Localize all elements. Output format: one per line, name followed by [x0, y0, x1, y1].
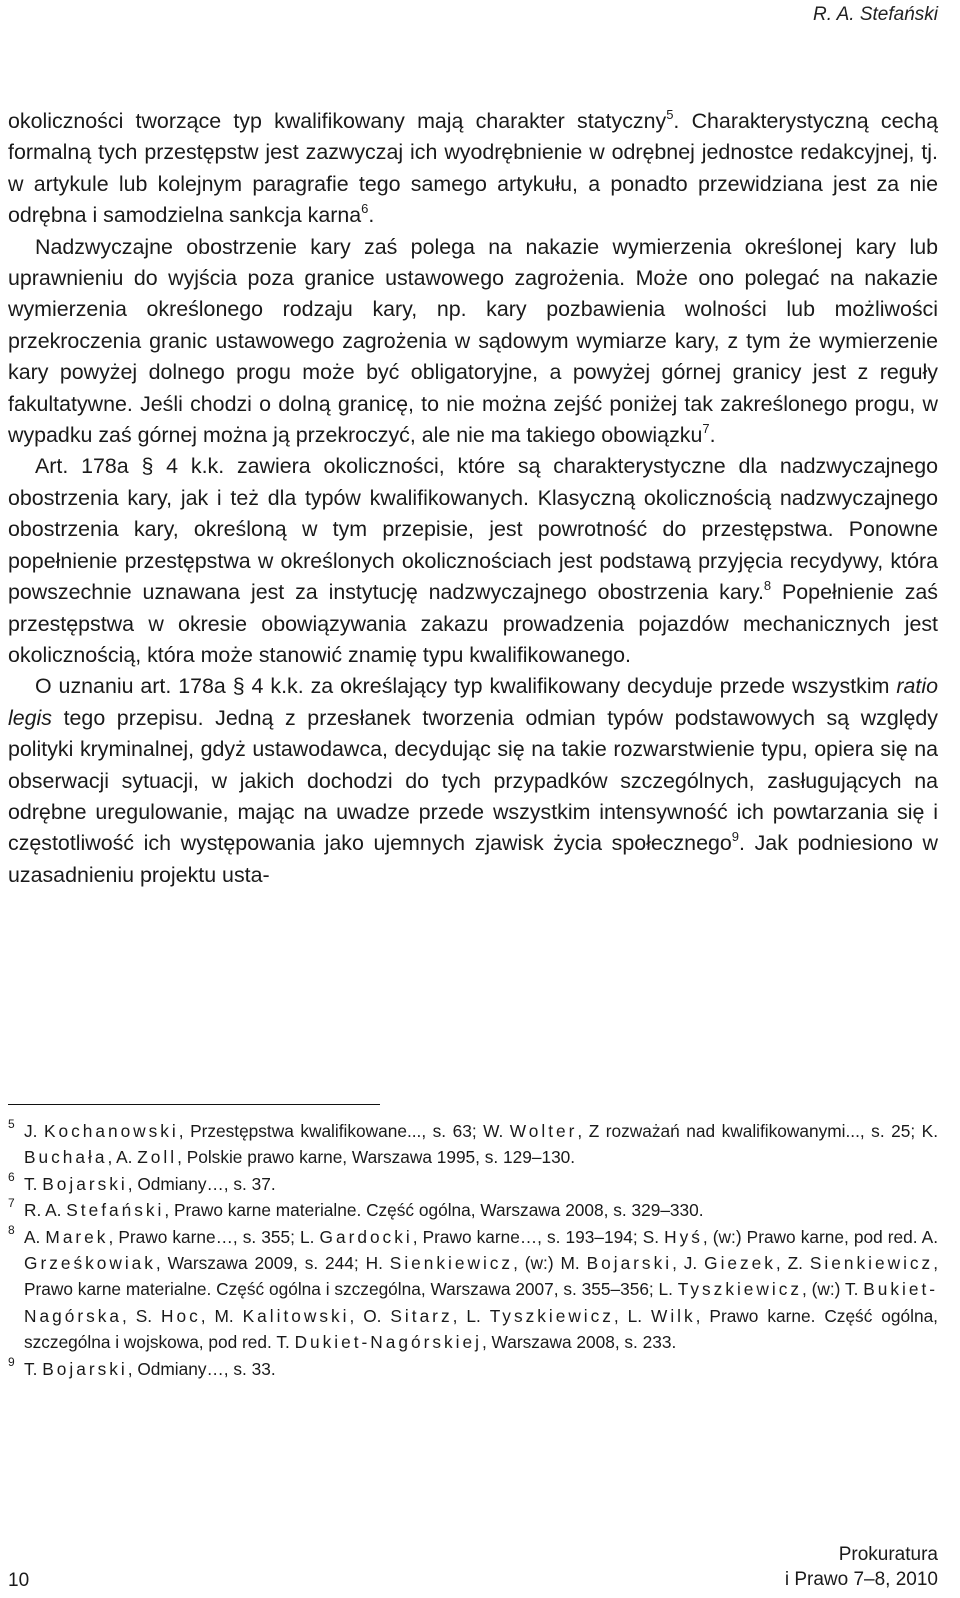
footnote-text: , L.: [613, 1305, 652, 1326]
footnote-text: , Polskie prawo karne, Warszawa 1995, s. 129–130.: [177, 1147, 576, 1168]
footnote-text: , L.: [452, 1305, 490, 1326]
footnote-separator: [8, 1104, 380, 1105]
footnote-text: , Prawo karne…, s. 355; L.: [108, 1226, 320, 1247]
author-name: Giezek: [704, 1253, 776, 1274]
footnote-5: [8, 1118, 938, 1171]
author-name: Zoll: [137, 1147, 178, 1168]
footnote-text: , J.: [672, 1253, 705, 1274]
author-name: Sitarz: [390, 1305, 453, 1326]
journal-name: [785, 1542, 938, 1592]
footnote-text: A.: [24, 1226, 46, 1247]
ratio-legis: ratio legis: [8, 674, 938, 730]
author-name: Grześkowiak: [24, 1253, 156, 1274]
paragraph-2: Nadzwyczajne obostrzenie kary zaś polega na nakazie wymierzenia określonej kary lub uprawnieniu do wyjścia poza granice ustawowego zagrożenia. Może ono polegać na nakazie wymierzenia określonego rodzaju kary, np. kary pozbawienia wolności lub możliwości przekroczenia granic ustawowego zagrożenia w sądowym wymiarze kary, z tym że wymierzenie kary powyżej dolnego progu może być obligatoryjne, a powyżej górnej granicy jest z reguły fakultatywne. Jeśli chodzi o dolną granicę, to nie można zejść poniżej tak zakreślonego progu, w wypadku zaś górnej można ją przekroczyć, ale nie ma takiego obowiązku$^7$.: [8, 234, 938, 448]
footnote-ref-6[interactable]: 6: [361, 201, 369, 217]
running-head: R. A. Stefański: [813, 4, 938, 25]
main-text: [8, 106, 938, 891]
footnote-text: , Odmiany…, s. 33.: [127, 1358, 276, 1379]
author-name: Wilk: [651, 1305, 696, 1326]
footnote-text: , Prawo karne…, s. 193–194; S.: [412, 1226, 665, 1247]
footnote-ref-9[interactable]: 9: [731, 829, 740, 845]
footnote-text: , Warszawa 2009, s. 244; H.: [155, 1253, 390, 1274]
footnote-number: 8: [8, 1222, 15, 1237]
author-name: Bojarski: [586, 1253, 673, 1274]
footnote-text: , M.: [200, 1305, 243, 1326]
author-name: Sienkiewicz: [809, 1253, 934, 1274]
author-name: Tyszkiewicz: [489, 1305, 614, 1326]
footnote-number: 5: [8, 1117, 15, 1131]
footnote-9: [8, 1356, 938, 1382]
author-name: Stefański: [66, 1200, 165, 1221]
footnote-7: [8, 1197, 938, 1223]
author-name: Kochanowski: [43, 1121, 179, 1141]
footnote-text: R. A.: [24, 1200, 67, 1221]
author-name: Wolter: [509, 1121, 578, 1141]
footnote-number: 9: [8, 1354, 15, 1369]
footnote-ref-5[interactable]: 5: [666, 107, 674, 122]
footnote-text: , Prawo karne. Część ogólna, szczególna i wojskowa, pod red. T.: [24, 1305, 938, 1353]
footnote-text: T.: [24, 1173, 43, 1194]
journal-title: Prokuratura: [838, 1544, 938, 1565]
author-name: Kalitowski: [242, 1305, 350, 1326]
footnote-text: , Prawo karne materialne. Część ogólna i szczególna, Warszawa 2007, s. 355–356; L.: [24, 1253, 938, 1300]
footnote-text: , (w:) Prawo karne, pod red. A.: [702, 1226, 938, 1247]
author-name: Bojarski: [42, 1173, 128, 1194]
page-number: 10: [8, 1570, 30, 1591]
footnote-text: , A.: [107, 1147, 138, 1168]
author-name: Bukiet-Nagórska: [24, 1279, 939, 1326]
author-name: Dukiet-Nagórskiej: [294, 1332, 482, 1353]
footnote-text: , Prawo karne materialne. Część ogólna, Warszawa 2008, s. 329–330.: [164, 1200, 704, 1221]
paragraph-4: O uznaniu art. 178a § 4 k.k. za określający typ kwalifikowany decyduje przede wszystkim ratio legis tego przepisu. Jedną z przesłanek tworzenia odmian typów podstawowych są względy polityki kryminalnej, gdyż ustawodawca, decydując się na takie rozwarstwienie typu, opiera się na obserwacji sytuacji, w jakich dochodzi do tych przypadków szczególnych, zasługujących na odrębne uregulowanie, mając na uwadze przede wszystkim intensywność ich powtarzania się i częstotliwość ich występowania jako ujemnych zjawisk życia społecznego$^9$. Jak podniesiono w uzasadnieniu projektu usta-: [8, 674, 938, 887]
footnote-text: , S.: [121, 1305, 161, 1326]
footnote-text: , O.: [349, 1305, 391, 1326]
paragraph-1: okoliczności tworzące typ kwalifikowany mają charakter statyczny$^5$. Charakterystyczną cechą formalną tych przestępstw jest zazwyczaj ich wyodrębnienie w odrębnej jednostce redakcyjnej, tj. w artykule lub kolejnym paragrafie tego samego artykułu, a ponadto przewidziana jest za nie odrębna i samodzielna sankcja karna$^6$.: [8, 107, 939, 228]
author-name: Tyszkiewicz: [677, 1279, 803, 1300]
author-name: Hoc: [161, 1305, 201, 1326]
author-name: Marek: [45, 1226, 109, 1247]
author-name: Sienkiewicz: [389, 1253, 514, 1274]
footnote-text: , Warszawa 2008, s. 233.: [481, 1332, 677, 1353]
paragraph-3: Art. 178a § 4 k.k. zawiera okoliczności, które są charakterystyczne dla nadzwyczajnego obostrzenia kary, jak i też dla typów kwalifikowanych. Klasyczną okolicznością nadzwyczajnego obostrzenia kary, określoną w tym przepisie, jest powrotność do przestępstwa. Ponowne popełnienie przestępstwa w określonych okolicznościach jest podstawą przyjęcia recydywy, która powszechnie uznawana jest za instytucję nadzwyczajnego obostrzenia kary.$^8$ Popełnienie zaś przestępstwa w okresie obowiązywania zakazu prowadzenia pojazdów mechanicznych jest okolicznością, która może stanowić znamię typu kwalifikowanego.: [8, 454, 938, 667]
author-name: Hyś: [664, 1226, 703, 1247]
footnote-text: , (w:) M.: [513, 1253, 587, 1274]
footnote-ref-8[interactable]: 8: [763, 578, 772, 594]
footnote-ref-7[interactable]: 7: [702, 421, 710, 437]
footnote-text: , Z rozważań nad kwalifikowanymi..., s. 25; K.: [577, 1121, 938, 1141]
footnote-number: 6: [8, 1169, 15, 1184]
footnote-8: [8, 1224, 938, 1356]
footnote-text: , Przestępstwa kwalifikowane..., s. 63; W.: [178, 1121, 510, 1141]
footnote-text: , Odmiany…, s. 37.: [127, 1173, 276, 1194]
journal-issue: i Prawo 7–8, 2010: [784, 1569, 938, 1590]
author-name: Buchała: [24, 1147, 108, 1168]
footnote-number: 7: [8, 1196, 15, 1211]
footnote-text: J.: [24, 1121, 44, 1141]
footnote-text: , (w:) T.: [802, 1279, 864, 1300]
footnotes: [8, 1118, 938, 1382]
footnote-text: , Z.: [775, 1253, 810, 1274]
footnote-6: [8, 1171, 938, 1197]
footnote-text: T.: [24, 1358, 43, 1379]
author-name: Bojarski: [42, 1358, 128, 1379]
author-name: Gardocki: [319, 1226, 413, 1247]
document-page: [8, 0, 938, 1598]
